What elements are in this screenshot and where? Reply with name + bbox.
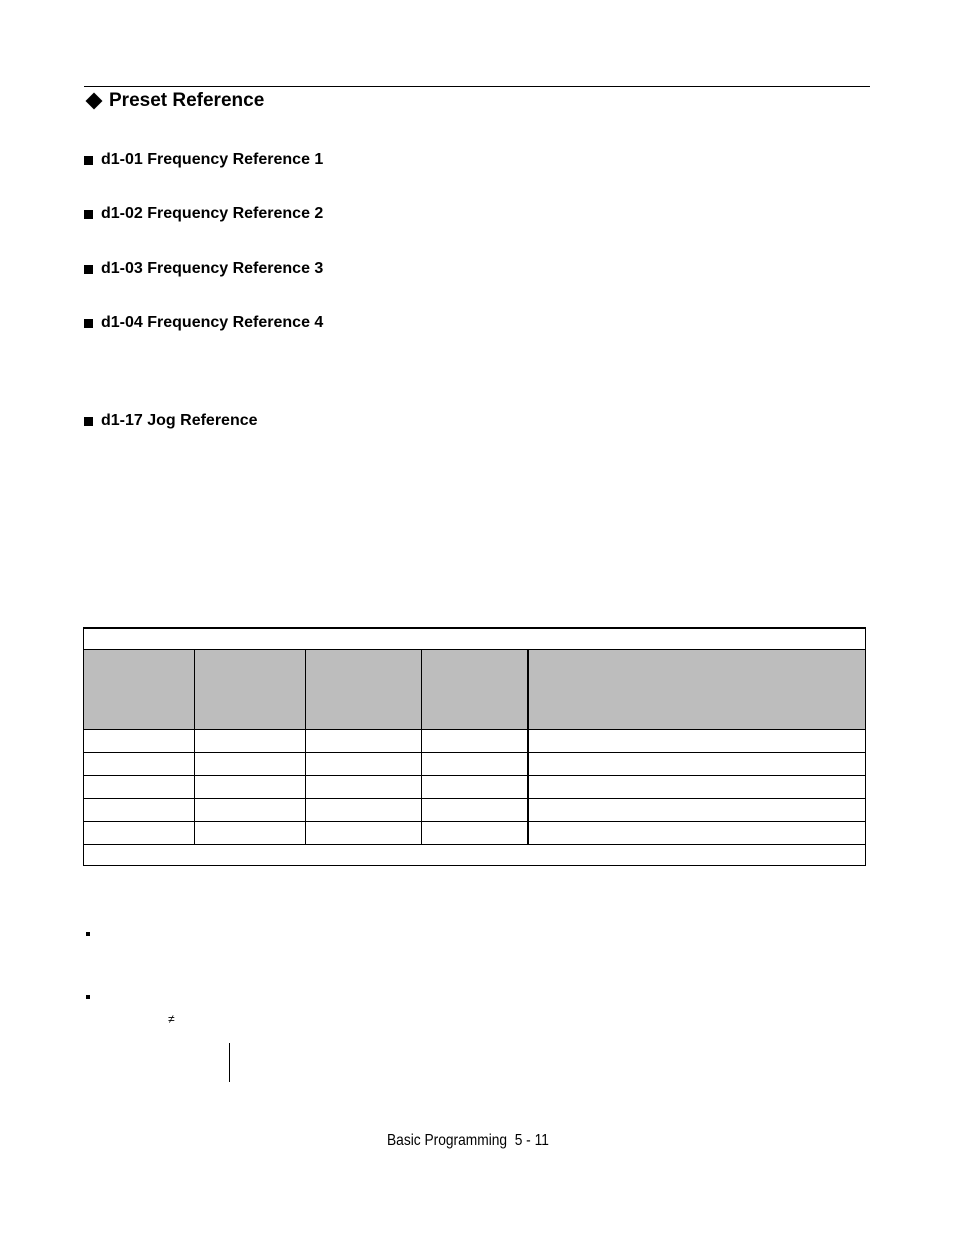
table-cell [422, 730, 528, 753]
table-cell [195, 776, 306, 799]
table-caption-cell [84, 628, 866, 650]
small-square-bullet-icon [86, 932, 90, 936]
parameter-heading-d1-17 [84, 412, 258, 430]
top-rule [84, 86, 870, 87]
square-bullet-icon [84, 156, 93, 165]
table-header-cell [306, 650, 422, 730]
table-caption-row [84, 628, 866, 650]
table-cell [528, 776, 866, 799]
table-cell [306, 753, 422, 776]
table-header-cell [422, 650, 528, 730]
preset-reference-table [83, 627, 866, 866]
parameter-label: d1-03 Frequency Reference 3 [101, 260, 324, 277]
table-cell [306, 822, 422, 845]
table-footer-row [84, 845, 866, 866]
table-footer-cell [84, 845, 866, 866]
table-cell [195, 799, 306, 822]
section-title [84, 90, 264, 112]
small-square-bullet-icon [86, 995, 90, 999]
table-cell [422, 799, 528, 822]
table-cell [306, 730, 422, 753]
not-equal-symbol: ≠ [168, 1012, 175, 1026]
diamond-bullet-icon [86, 93, 103, 110]
page-footer: Basic Programming 5 - 11 [387, 1132, 549, 1149]
square-bullet-icon [84, 417, 93, 426]
parameter-label: d1-01 Frequency Reference 1 [101, 151, 324, 168]
table-cell [84, 799, 195, 822]
table-cell [422, 776, 528, 799]
parameter-heading-d1-01 [84, 151, 323, 169]
square-bullet-icon [84, 210, 93, 219]
table-row [84, 822, 866, 845]
change-bar [229, 1043, 230, 1082]
parameter-heading-d1-02 [84, 205, 323, 223]
table-cell [528, 799, 866, 822]
table-cell [195, 753, 306, 776]
table-cell [306, 799, 422, 822]
table-row [84, 753, 866, 776]
table-cell [84, 730, 195, 753]
table-header-cell [528, 650, 866, 730]
table-cell [528, 822, 866, 845]
table-cell [422, 753, 528, 776]
table-cell [422, 822, 528, 845]
table-cell [84, 822, 195, 845]
parameter-label: d1-04 Frequency Reference 4 [101, 314, 324, 331]
table-row [84, 730, 866, 753]
parameter-label: d1-17 Jog Reference [101, 412, 258, 429]
table-cell [84, 776, 195, 799]
table-header-row [84, 650, 866, 730]
table-row [84, 799, 866, 822]
square-bullet-icon [84, 319, 93, 328]
table-cell [84, 753, 195, 776]
table-header-cell [84, 650, 195, 730]
parameter-label: d1-02 Frequency Reference 2 [101, 205, 324, 222]
parameter-heading-d1-03 [84, 260, 323, 278]
table-cell [306, 776, 422, 799]
table-cell [195, 822, 306, 845]
table-row [84, 776, 866, 799]
square-bullet-icon [84, 265, 93, 274]
table-cell [195, 730, 306, 753]
parameter-heading-d1-04 [84, 314, 323, 332]
table-cell [528, 753, 866, 776]
table-header-cell [195, 650, 306, 730]
table-cell [528, 730, 866, 753]
section-title-text: Preset Reference [109, 90, 265, 111]
